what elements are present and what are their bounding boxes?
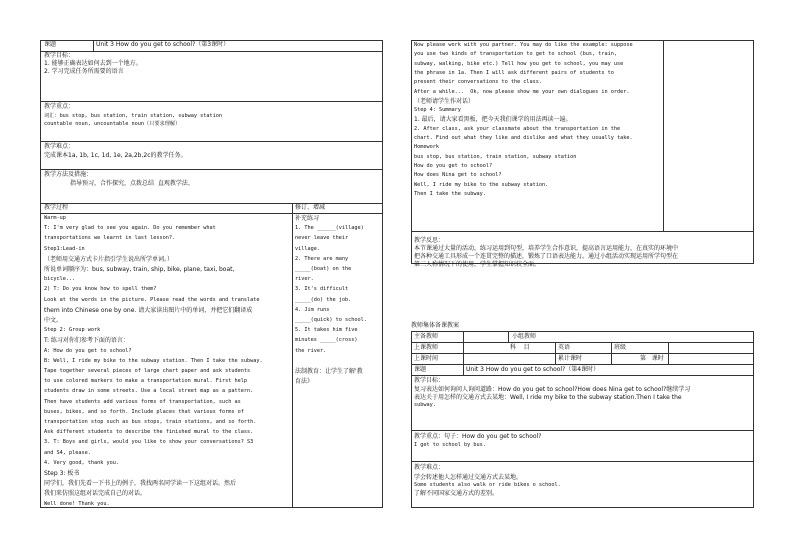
total-periods-label: 累计课时 xyxy=(558,355,583,362)
rb-difficulty-line: 学会转述他人怎样通过交通方式去某地。 xyxy=(414,474,523,481)
subject-value: 英语 xyxy=(558,344,571,351)
reflection-label: 教学反思： xyxy=(414,237,445,244)
time-label: 上课时间 xyxy=(414,355,439,362)
notes-line: 育法》 xyxy=(295,378,314,386)
collective-plan-heading: 教师集体备课教案 xyxy=(411,322,460,329)
notes-line: 补充练习 xyxy=(295,215,320,222)
key-point-line: 词汇：bus stop, bus station, train station, subway station xyxy=(44,113,222,119)
rb-objective-line: 表达关于用怎样的交通方式去某地：Well, I ride my bike to the subway station.Then I take the xyxy=(414,394,682,401)
teacher-label: 上课教师 xyxy=(414,344,439,351)
process-line: B: Well, I ride my bike to the subway station. Then I take the subway. xyxy=(44,357,263,364)
process-line: bicycle... xyxy=(44,276,76,283)
process-line: Look at the words in the picture. Please read the words and translate xyxy=(44,296,260,303)
objective-line: 1. 能够正确表达如何去到一个地方。 xyxy=(44,60,142,67)
rb-difficulties-label: 教学难点： xyxy=(414,464,445,471)
group-teacher-label: 小组教师 xyxy=(512,333,537,340)
process-line: Well done! Thank you. xyxy=(44,500,110,507)
right-top-line: you use two kinds of transportation to get to school (bus, train, xyxy=(414,51,618,58)
process-line: 4. Very good, thank you. xyxy=(44,459,119,466)
rb-title-label: 课题 xyxy=(414,366,427,373)
process-line: Step1:Lead-in xyxy=(44,245,85,252)
rb-objectives-label: 教学目标： xyxy=(414,377,445,384)
right-top-line: Homework xyxy=(414,144,439,151)
process-line: 3. T: Boys and girls, would you like to show your conversations? S3 xyxy=(44,439,254,446)
key-points-label: 教学重点： xyxy=(44,103,75,110)
right-top-line: subway, walking, bike etc.) Tell how you get to school, you may use xyxy=(414,60,624,67)
objectives-label: 教学目标： xyxy=(44,52,75,59)
right-top-line: Well, I ride my bike to the subway station. xyxy=(414,181,549,188)
rb-difficulty-line: Some students also walk or ride bikes o school. xyxy=(414,482,561,488)
process-line: buses, bikes, and so forth. Include places that various forms of xyxy=(44,408,244,415)
right-top-line: How does Nina get to school? xyxy=(414,172,502,179)
notes-label: 修订、增减 xyxy=(295,204,326,211)
process-line: （老师用交通方式卡片指引学生说出所学单词。） xyxy=(44,255,174,263)
rb-key-point-line: I get to school by bus. xyxy=(414,442,486,448)
rb-objective-line: subway. xyxy=(414,402,436,408)
notes-line: 2. There are many xyxy=(295,255,349,262)
process-line: 2) T: Do you know how to spell them? xyxy=(44,286,157,293)
right-top-line: Step 4: Summary xyxy=(414,107,461,114)
objective-line: 2. 学习完成任务所需要的语言 xyxy=(44,68,124,75)
right-top-line: Now please work with you partner. You may do like the example: suppose xyxy=(414,42,633,48)
process-line: and S4, please. xyxy=(44,449,91,456)
right-top-line: bus stop, bus station, train station, subway station xyxy=(414,153,577,160)
rb-title-value: Unit 3 How do you get to school?（第4课时） xyxy=(466,366,600,373)
notes-line: 法制教育：让学生了解'教 xyxy=(295,368,363,375)
class-label: 班级 xyxy=(614,344,627,351)
right-top-line: （老师请学生作对话） xyxy=(414,97,475,105)
right-top-line: chart. Find out what they like and dislike and what they usually take. xyxy=(414,135,633,141)
right-top-line: 2. After class, ask your classmate about the transportation in the xyxy=(414,125,621,132)
process-line: students draw in some streets. Use a local street map as a pattern. xyxy=(44,388,254,395)
reflection-line: 把各种交通工具形成一个连贯完整的描述，锻炼了口语表达能力。通过小组活动实现运用所学句型在 xyxy=(414,253,679,260)
lead-teacher-label: 主备教师 xyxy=(414,333,439,340)
difficulties-label: 教学难点： xyxy=(44,143,75,150)
right-top-line: After a while... Ok, now please show me your own dialogues in order. xyxy=(414,88,630,95)
process-line: them into Chinese one by one. 请大家读出图片中的单词，并把它们翻译成 xyxy=(44,306,253,314)
key-point-line: countable noun, uncountable noun（只要求理解） xyxy=(44,121,181,127)
methods-label: 教学方法及措施： xyxy=(44,171,93,178)
process-line: Ask different students to describe the finished mural to the class. xyxy=(44,429,254,436)
notes-line: 1. The ______(village) xyxy=(295,225,364,232)
notes-line: 4. Jim runs xyxy=(295,306,330,313)
process-line: Tape together several pieces of large chart paper and ask students xyxy=(44,368,251,374)
notes-line: village. xyxy=(295,245,320,252)
process-line: transportation stop such as bus stops, train stations, and so forth. xyxy=(44,419,257,425)
notes-line: _____(quick) to school. xyxy=(295,317,367,323)
right-top-line: How do you get to school? xyxy=(414,162,493,169)
title-label: 课题 xyxy=(44,41,57,48)
notes-line: minutes _____(cross) xyxy=(295,337,358,344)
process-line: Warm-up xyxy=(44,215,66,221)
process-line: A: How do you get to school? xyxy=(44,347,132,354)
right-top-line: Then I take the subway. xyxy=(414,190,486,197)
reflection-line: 第三人称情况下的使用，学生掌握知识较全面。 xyxy=(414,261,541,268)
process-line: Step 3: 板书 xyxy=(44,470,80,477)
right-top-line: 1. 最后，请大家看黑板，把今天我们课学的用法再读一遍。 xyxy=(414,116,572,124)
difficulty-line: 完成课本1a, 1b, 1c, 1d, 1e, 2a,2b,2c的教学任务。 xyxy=(44,152,187,159)
right-top-line: the phrase in 1a. Then I will ask different pairs of students to xyxy=(414,69,614,76)
notes-line: river. xyxy=(295,276,314,283)
notes-line: never leave their xyxy=(295,235,349,242)
title-value: Unit 3 How do you get to school?（第3课时） xyxy=(96,41,230,48)
process-line: Step 2: Group work xyxy=(44,327,101,334)
rb-difficulty-line: 了解不同国家交通方式的差别。 xyxy=(414,490,499,497)
process-line: T: I'm very glad to see you again. Do you remember what xyxy=(44,225,216,232)
process-line: Then have students add various forms of transportation, such as xyxy=(44,398,241,405)
reflection-line: 本节课通过大量的活动，练习运用到句型，培养学生合作意识，提高语言运用能力，在真实的环境中 xyxy=(414,245,679,252)
notes-line: 5. It takes him five xyxy=(295,327,358,334)
notes-line: the river. xyxy=(295,347,327,354)
subject-label: 科 目 xyxy=(510,344,530,351)
period-label: 第 课时 xyxy=(640,355,664,362)
rb-key-point-line: 教学重点：句子：How do you get to school? xyxy=(414,433,542,440)
process-line: 同学们，我们先看一下书上的例子，我找两名同学读一下这组对话。然后 xyxy=(44,480,237,488)
process-line: T: 练习对你们参考下面的语言： xyxy=(44,337,129,345)
methods-text: 指导预习，合作探究，点拨总结 直观教学法、 xyxy=(70,180,194,187)
notes-line: _____(boat) on the xyxy=(295,266,352,272)
process-line: to use colored markers to make a transportation mural. First help xyxy=(44,378,248,385)
left-table-frame xyxy=(40,40,383,508)
process-line: 所说单词顺序为：bus, subway, train, ship, bike, plane, taxi, boat, xyxy=(44,266,235,273)
process-label: 教学过程 xyxy=(44,204,69,211)
notes-line: 3. It's difficult xyxy=(295,286,349,293)
process-line: 中文。 xyxy=(44,317,63,324)
right-top-line: present their conversations to the class. xyxy=(414,79,543,86)
process-line: transportations we learnt in last lesson?. xyxy=(44,235,176,242)
notes-line: _____(do) the job. xyxy=(295,296,352,303)
process-line: 我们来仿照这组对话完成自己的对话。 xyxy=(44,490,147,498)
rb-objective-line: 复习表达如何询问人询问道路：How do you get to school?How does Nina get to school?继续学习 xyxy=(414,386,691,393)
